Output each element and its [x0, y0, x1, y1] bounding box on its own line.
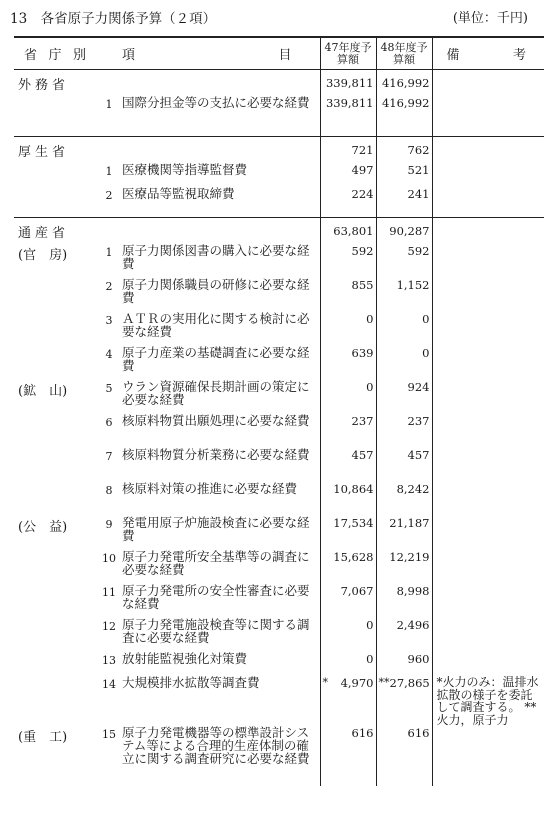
item-number-cell-text: 6 [105, 416, 113, 429]
column-header-ministry-text: 省 庁 別 [24, 48, 86, 63]
fy47-amount-cell-text: 339,811 [325, 96, 374, 110]
fy48-amount-cell-text: 12,219 [389, 550, 430, 564]
fy47-amount-cell-text: 0 [366, 380, 374, 394]
fy47-amount-cell [320, 244, 376, 278]
item-number-cell-text: 12 [102, 620, 116, 633]
item-number-cell [96, 482, 122, 516]
fy47-amount-cell-text: 639 [351, 346, 374, 360]
fy48-amount-cell-text: 90,287 [389, 224, 430, 238]
fy48-amount-cell-text: 416,992 [381, 96, 430, 110]
item-number-cell [96, 550, 122, 584]
table-row [14, 96, 544, 130]
fy47-amount-cell-text: 339,811 [325, 76, 374, 90]
item-number-cell [96, 448, 122, 482]
table-row [14, 448, 544, 482]
fy47-amount-cell [320, 96, 376, 130]
item-name-cell-text: 原子力発電所安全基準等の調査に必要な経費 [122, 549, 310, 577]
fy48-amount-cell-text: 924 [407, 380, 430, 394]
table-row [14, 163, 544, 187]
fy47-amount-cell-text: 237 [351, 414, 374, 428]
ministry-cell [14, 346, 96, 380]
item-name-cell-text: ＡＴＲの実用化に関する検討に必要な経費 [122, 311, 310, 339]
ministry-cell-text: 通産省 [18, 225, 70, 241]
fy48-amount-cell-text: 0 [422, 312, 430, 326]
fy47-amount-cell-text: 721 [351, 143, 374, 157]
table-row [14, 278, 544, 312]
note-cell [432, 726, 544, 786]
fy48-amount-cell-text: 21,187 [389, 516, 430, 530]
ministry-cell [14, 312, 96, 346]
table-body [14, 70, 544, 787]
note-cell [432, 278, 544, 312]
fy47-amount-cell-text: 63,801 [333, 224, 374, 238]
ministry-cell-text: (官 房) [18, 248, 68, 263]
fy47-amount-cell [320, 584, 376, 618]
item-name-cell [122, 618, 320, 652]
ministry-row [14, 137, 544, 164]
item-name-cell-text: 原子力発電機器等の標準設計システム等による合理的生産体制の確立に関する調査研究に必要な経費 [122, 725, 310, 766]
fy48-amount-cell [376, 187, 432, 211]
fy47-amount-cell [320, 516, 376, 550]
table-row [14, 380, 544, 414]
fy48-amount-cell-text: 241 [407, 187, 430, 201]
fy48-amount-cell-text: 592 [407, 244, 430, 258]
item-name-cell [122, 652, 320, 676]
note-cell [432, 163, 544, 187]
fy48-amount-cell-text: 616 [407, 726, 430, 740]
fy47-amount-cell-text: 0 [366, 312, 374, 326]
fy48-amount-cell [376, 584, 432, 618]
item-number-cell [96, 380, 122, 414]
item-number-cell [96, 726, 122, 786]
fy48-amount-cell [376, 380, 432, 414]
item-number-cell-text: 15 [102, 728, 116, 741]
ministry-cell [14, 278, 96, 312]
fy48-amount-cell-text: 8,242 [396, 482, 430, 496]
footnote-mark: * [322, 676, 328, 689]
item-name-cell-text: 放射能監視強化対策費 [122, 651, 248, 666]
fy48-amount-cell [376, 618, 432, 652]
item-number-cell [96, 218, 122, 245]
note-cell [432, 346, 544, 380]
item-name-cell-text: 核原料物質出願処理に必要な経費 [122, 413, 310, 428]
item-name-cell-text: 原子力関係職員の研修に必要な経費 [122, 277, 310, 305]
note-cell-text: *火力のみ：温排水拡散の様子を委託して調査する。 **火力，原子力 [436, 675, 539, 727]
fy48-amount-cell-text: 762 [407, 143, 430, 157]
fy47-amount-cell [320, 550, 376, 584]
item-name-cell-text: 原子力発電所の安全性審査に必要な経費 [122, 583, 310, 611]
item-number-cell [96, 244, 122, 278]
item-number-cell-text: 1 [105, 246, 113, 259]
fy47-amount-cell-text: 592 [351, 244, 374, 258]
item-number-cell-text: 1 [105, 165, 113, 178]
fy48-amount-cell [376, 550, 432, 584]
item-name-cell [122, 380, 320, 414]
column-header-note-text: 備 考 [446, 48, 526, 63]
fy48-amount-cell [376, 163, 432, 187]
fy47-amount-cell [320, 652, 376, 676]
page-header [0, 4, 554, 28]
column-header-fy47: 47年度予算額 [320, 37, 376, 70]
item-number-cell-text: 1 [105, 98, 113, 111]
ministry-cell [14, 70, 96, 97]
fy47-amount-cell-text: 497 [351, 163, 374, 177]
fy48-amount-cell [376, 676, 432, 726]
item-name-cell [122, 163, 320, 187]
table-row [14, 584, 544, 618]
item-name-cell-text: ウラン資源確保長期計画の策定に必要な経費 [122, 379, 310, 407]
fy48-amount-cell [376, 96, 432, 130]
ministry-cell-text: 外務省 [18, 77, 70, 93]
fy48-amount-cell [376, 244, 432, 278]
fy48-amount-cell [376, 346, 432, 380]
fy48-amount-cell-text: 416,992 [381, 76, 430, 90]
fy47-amount-cell-text: 10,864 [333, 482, 374, 496]
item-name-cell [122, 482, 320, 516]
fy47-amount-cell [320, 312, 376, 346]
ministry-cell-text: (重 工) [18, 730, 68, 745]
column-header-item [96, 37, 320, 70]
fy47-amount-cell [320, 163, 376, 187]
item-number-cell [96, 137, 122, 164]
item-name-cell [122, 516, 320, 550]
fy48-amount-cell-text: 1,152 [396, 278, 430, 292]
fy47-amount-cell [320, 380, 376, 414]
fy47-amount-cell [320, 676, 376, 726]
table-header-row [14, 37, 544, 70]
note-cell [432, 187, 544, 211]
fy48-amount-cell-text: 8,998 [396, 584, 430, 598]
page-title: 13 各省原子力関係予算（２項） [10, 11, 217, 27]
ministry-cell [14, 380, 96, 414]
item-name-cell [122, 278, 320, 312]
fy48-amount-cell-text: 457 [407, 448, 430, 462]
item-name-cell-text: 大規模排水拡散等調査費 [122, 675, 260, 690]
fy47-amount-cell-text: 224 [351, 187, 374, 201]
fy47-amount-cell [320, 218, 376, 245]
note-cell [432, 312, 544, 346]
item-name-cell-text: 医療品等監視取締費 [122, 186, 235, 201]
item-number-cell [96, 414, 122, 448]
item-number-cell-text: 9 [105, 518, 113, 531]
table-row [14, 187, 544, 211]
fy47-amount-cell [320, 187, 376, 211]
item-number-cell [96, 96, 122, 130]
unit-label: (単位：千円) [452, 11, 528, 26]
ministry-cell [14, 516, 96, 550]
fy47-amount-cell-text: 457 [351, 448, 374, 462]
table-row [14, 312, 544, 346]
note-cell [432, 618, 544, 652]
item-number-cell-text: 8 [105, 484, 113, 497]
item-name-cell [122, 70, 320, 97]
item-name-cell [122, 137, 320, 164]
item-name-cell [122, 584, 320, 618]
item-number-cell-text: 13 [102, 654, 116, 667]
ministry-cell [14, 163, 96, 187]
fy47-amount-cell [320, 278, 376, 312]
fy48-amount-cell [376, 516, 432, 550]
item-name-cell-text: 発電用原子炉施設検査に必要な経費 [122, 515, 310, 543]
table-row [14, 516, 544, 550]
ministry-cell [14, 550, 96, 584]
ministry-cell [14, 676, 96, 726]
ministry-cell [14, 187, 96, 211]
item-number-cell [96, 187, 122, 211]
fy47-amount-cell-text: 4,970 [340, 676, 374, 690]
item-name-cell [122, 346, 320, 380]
note-cell [432, 584, 544, 618]
ministry-cell [14, 414, 96, 448]
item-number-cell-text: 4 [105, 348, 113, 361]
fy47-amount-cell [320, 618, 376, 652]
item-name-cell-text: 原子力関係図書の購入に必要な経費 [122, 243, 310, 271]
item-name-cell [122, 448, 320, 482]
table-row [14, 726, 544, 786]
item-number-cell [96, 163, 122, 187]
item-number-cell-text: 10 [102, 552, 116, 565]
item-name-cell [122, 244, 320, 278]
item-number-cell [96, 618, 122, 652]
ministry-cell-text: (公 益) [18, 520, 68, 535]
note-cell [432, 482, 544, 516]
table-row [14, 550, 544, 584]
fy48-amount-cell [376, 414, 432, 448]
item-name-cell [122, 414, 320, 448]
item-name-cell [122, 187, 320, 211]
item-name-cell [122, 726, 320, 786]
item-number-cell [96, 312, 122, 346]
item-number-cell [96, 584, 122, 618]
item-name-cell [122, 96, 320, 130]
table-row [14, 244, 544, 278]
item-name-cell-text: 核原料物質分析業務に必要な経費 [122, 447, 310, 462]
table-row [14, 652, 544, 676]
fy48-amount-cell-text: 0 [422, 346, 430, 360]
ministry-cell [14, 218, 96, 245]
fy47-amount-cell-text: 616 [351, 726, 374, 740]
note-cell [432, 516, 544, 550]
item-name-cell-text: 原子力産業の基礎調査に必要な経費 [122, 345, 310, 373]
ministry-cell [14, 244, 96, 278]
note-cell [432, 676, 544, 726]
table-row [14, 414, 544, 448]
fy48-amount-cell [376, 482, 432, 516]
fy47-amount-cell [320, 482, 376, 516]
fy48-amount-cell-text: 521 [407, 163, 430, 177]
fy48-amount-cell-text: 237 [407, 414, 430, 428]
fy47-amount-cell-text: 0 [366, 652, 374, 666]
item-number-cell [96, 652, 122, 676]
table-row [14, 482, 544, 516]
item-number-cell [96, 516, 122, 550]
table-row [14, 676, 544, 726]
ministry-cell [14, 726, 96, 786]
item-number-cell [96, 278, 122, 312]
fy47-amount-cell [320, 346, 376, 380]
fy47-amount-cell [320, 448, 376, 482]
ministry-cell [14, 618, 96, 652]
column-header-item-text: 項 目 [122, 48, 292, 63]
column-header-ministry [14, 37, 96, 70]
fy47-amount-cell-text: 0 [366, 618, 374, 632]
item-number-cell-text: 3 [105, 314, 113, 327]
ministry-cell-text: 厚生省 [18, 144, 70, 160]
item-number-cell-text: 5 [105, 382, 113, 395]
fy48-amount-cell-text: 27,865 [389, 676, 430, 690]
fy47-amount-cell-text: 7,067 [340, 584, 374, 598]
ministry-cell-text: (鉱 山) [18, 384, 68, 399]
item-name-cell [122, 312, 320, 346]
item-number-cell-text: 7 [105, 450, 113, 463]
ministry-cell [14, 584, 96, 618]
table-row [14, 346, 544, 380]
fy47-amount-cell [320, 137, 376, 164]
ministry-cell [14, 137, 96, 164]
fy48-amount-cell-text: 960 [407, 652, 430, 666]
item-name-cell [122, 676, 320, 726]
fy47-amount-cell-text: 17,534 [333, 516, 374, 530]
note-cell [432, 96, 544, 130]
item-name-cell-text: 原子力発電施設検査等に関する調査に必要な経費 [122, 617, 310, 645]
item-name-cell [122, 218, 320, 245]
fy47-amount-cell [320, 726, 376, 786]
fy48-amount-cell [376, 70, 432, 97]
fy47-amount-cell [320, 70, 376, 97]
fy48-amount-cell [376, 652, 432, 676]
note-cell [432, 70, 544, 97]
fy48-amount-cell [376, 218, 432, 245]
fy48-amount-cell [376, 278, 432, 312]
item-name-cell [122, 550, 320, 584]
item-name-cell-text: 医療機関等指導監督費 [122, 162, 248, 177]
item-name-cell-text: 核原料対策の推進に必要な経費 [122, 481, 298, 496]
fy47-amount-cell [320, 414, 376, 448]
fy47-amount-cell-text: 15,628 [333, 550, 374, 564]
item-name-cell-text: 国際分担金等の支払に必要な経費 [122, 95, 310, 110]
note-cell [432, 550, 544, 584]
column-header-fy48: 48年度予算額 [376, 37, 432, 70]
fy48-amount-cell [376, 137, 432, 164]
note-cell [432, 448, 544, 482]
ministry-row [14, 70, 544, 97]
ministry-cell [14, 652, 96, 676]
fy48-amount-cell [376, 448, 432, 482]
budget-table [14, 36, 544, 786]
item-number-cell [96, 676, 122, 726]
item-number-cell [96, 70, 122, 97]
table-row [14, 618, 544, 652]
footnote-mark: ** [378, 676, 390, 689]
fy48-amount-cell-text: 2,496 [396, 618, 430, 632]
column-header-note [432, 37, 544, 70]
note-cell [432, 380, 544, 414]
note-cell [432, 137, 544, 164]
note-cell [432, 218, 544, 245]
item-number-cell-text: 2 [105, 280, 113, 293]
item-number-cell-text: 14 [102, 678, 116, 691]
note-cell [432, 414, 544, 448]
ministry-row [14, 218, 544, 245]
ministry-cell [14, 482, 96, 516]
ministry-cell [14, 448, 96, 482]
fy47-amount-cell-text: 855 [351, 278, 374, 292]
item-number-cell-text: 11 [102, 586, 116, 599]
note-cell [432, 652, 544, 676]
ministry-cell [14, 96, 96, 130]
item-number-cell-text: 2 [105, 189, 113, 202]
fy48-amount-cell [376, 726, 432, 786]
note-cell [432, 244, 544, 278]
item-number-cell [96, 346, 122, 380]
fy48-amount-cell [376, 312, 432, 346]
